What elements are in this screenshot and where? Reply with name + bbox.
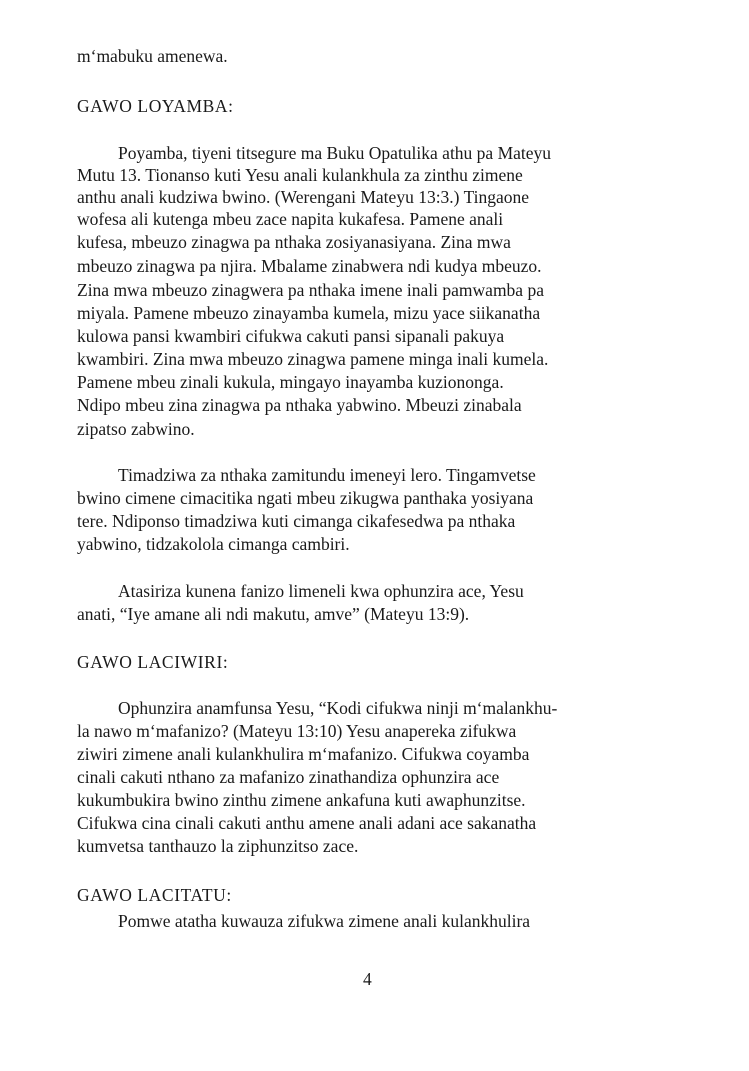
text-line: m‘mabuku amenewa.	[77, 46, 228, 66]
text-line: Ophunzira anamfunsa Yesu, “Kodi cifukwa ninji m‘malankhu-	[118, 698, 558, 718]
text-line: kulowa pansi kwambiri cifukwa cakuti pansi sipanali pakuya	[77, 326, 505, 346]
text-line: kwambiri. Zina mwa mbeuzo zinagwa pamene minga inali kumela.	[77, 349, 549, 369]
text-line: Timadziwa za nthaka zamitundu imeneyi lero. Tingamvetse	[118, 465, 536, 485]
text-line: tere. Ndiponso timadziwa kuti cimanga cikafesedwa pa nthaka	[77, 511, 516, 531]
text-line: Cifukwa cina cinali cakuti anthu amene anali adani ace sakanatha	[77, 813, 537, 833]
section-heading-lacitatu: GAWO LACITATU:	[77, 885, 232, 905]
text-line: Pamene mbeu zinali kukula, mingayo inayamba kuzionongа.	[77, 372, 504, 392]
text-line: mbeuzo zinagwa pa njira. Mbalame zinabwera ndi kudya mbeuzo.	[77, 256, 542, 276]
text-line: wofesa ali kutenga mbeu zace napita kukafesa. Pamene anali	[77, 209, 504, 229]
text-line: ziwiri zimene anali kulankhulira m‘mafanizo. Cifukwa coyamba	[77, 744, 530, 764]
text-line: Mutu 13. Tionanso kuti Yesu anali kulankhula za zinthu zimene	[77, 165, 523, 185]
text-line: bwino cimene cimacitika ngati mbeu zikugwa panthaka yosiyana	[77, 488, 534, 508]
text-line: Ndipo mbeu zina zinagwa pa nthaka yabwino. Mbeuzi zinabala	[77, 395, 522, 415]
text-line: cinali cakuti nthano za mafanizo zinathandiza ophunzira ace	[77, 767, 500, 787]
text-line: yabwino, tidzakolola cimanga cambiri.	[77, 534, 350, 554]
section-heading-loyamba: GAWO LOYAMBA:	[77, 96, 234, 116]
text-line: anati, “Iye amane ali ndi makutu, amve” (Mateyu 13:9).	[77, 604, 470, 624]
text-line: la nawo m‘mafanizo? (Mateyu 13:10) Yesu anapereka zifukwa	[77, 721, 517, 741]
text-line: Poyamba, tiyeni titsegure ma Buku Opatulika athu pa Mateyu	[118, 143, 552, 163]
text-line: kufesa, mbeuzo zinagwa pa nthaka zosiyanasiyana. Zina mwa	[77, 232, 511, 252]
text-line: kumvetsa tanthauzo la ziphunzitso zace.	[77, 836, 359, 856]
text-line: zipatso zabwino.	[77, 419, 195, 439]
text-line: kukumbukira bwino zinthu zimene ankafuna kuti awaphunzitse.	[77, 790, 526, 810]
section-heading-laciwiri: GAWO LACIWIRI:	[77, 652, 229, 672]
text-line: anthu anali kudziwa bwino. (Werengani Mateyu 13:3.) Tingaone	[77, 187, 530, 207]
text-line: Pomwe atatha kuwauza zifukwa zimene anali kulankhulira	[118, 911, 531, 931]
text-line: Atasiriza kunena fanizo limeneli kwa ophunzira ace, Yesu	[118, 581, 524, 601]
page-number: 4	[363, 969, 372, 989]
text-line: miyala. Pamene mbeuzo zinayamba kumela, mizu yace siikanatha	[77, 303, 541, 323]
text-line: Zina mwa mbeuzo zinagwera pa nthaka imene inali pamwamba pa	[77, 280, 544, 300]
